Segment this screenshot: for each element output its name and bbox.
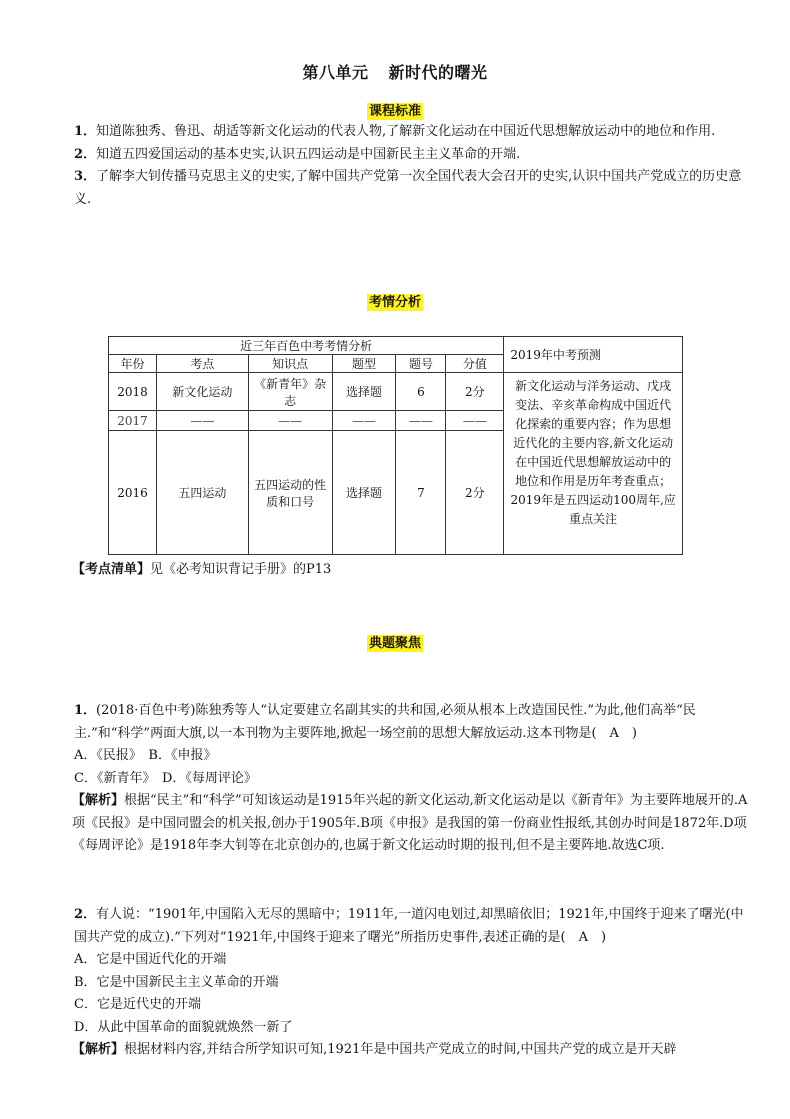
col-header: 题型 [332, 355, 396, 373]
prediction-text: 新文化运动与洋务运动、戊戌变法、辛亥革命构成中国近代化探索的重要内容；作为思想近代化的主要内容,新文化运动在中国近代思想解放运动中的地位和作用是历年考查重点；2019年是五四运动100周年,应重点关注 [504, 373, 683, 555]
examples-heading: 典题聚焦 [368, 636, 421, 651]
col-header: 年份 [109, 355, 157, 373]
curriculum-list [50, 121, 745, 211]
curriculum-item: 1．知道陈独秀、鲁迅、胡适等新文化运动的代表人物,了解新文化运动在中国近代思想解放运动中的地位和作用. [74, 124, 716, 139]
col-header: 知识点 [248, 355, 332, 373]
checklist-note: 【考点清单】见《必考知识背记手册》的P13 [72, 562, 332, 577]
question-option: B．它是中国新民主主义革命的开端 [74, 974, 279, 990]
question-option: A．它是中国近代化的开端 [74, 952, 227, 967]
prediction-header: 2019年中考预测 [504, 337, 683, 373]
question-analysis: 【解析】根据“民主”和“科学”可知该运动是1915年兴起的新文化运动,新文化运动是以《新青年》为主要阵地展开的.A项《民报》是中国同盟会的机关报,创办于1905年.B项《申报》是我国的第一份商业性报纸,其创办时间是1872年.D项《每周评论》是1918年李大钊等在北京创办的,也属于新文化运动时期的报刊,但不是主要阵地.故选C项. [72, 793, 748, 853]
question-1 [50, 700, 750, 858]
curriculum-heading: 课程标准 [368, 104, 421, 119]
question-options: A．《民报》 B．《申报》 [74, 748, 217, 763]
question-2 [50, 904, 750, 1062]
table-row: 2018 新文化运动 《新青年》杂志 选择题 6 2分 新文化运动与洋务运动、戊戌变法、辛亥革命构成中国近代化探索的重要内容；作为思想近代化的主要内容,新文化运动在中国近代思想解放运动中的地位和作用是历年考查重点；2019年是五四运动100周年,应重点关注 [109, 373, 683, 411]
table-group-header: 近三年百色中考考情分析 [109, 337, 504, 355]
page-title [0, 60, 790, 83]
title-unit: 第八单元 [302, 63, 369, 82]
question-stem: 1．(2018·百色中考)陈独秀等人“认定要建立名副其实的共和国,必须从根本上改造国民性.”为此,他们高举“民主.”和“科学”两面大旗,以一本刊物为主要阵地,掀起一场空前的思想大解放运动.这本刊物是( A ) [74, 703, 696, 741]
question-analysis: 【解析】根据材料内容,并结合所学知识可知,1921年是中国共产党成立的时间,中国共产党的成立是开天辟 [72, 1042, 677, 1057]
question-option: D．从此中国革命的面貌就焕然一新了 [74, 1019, 293, 1035]
table-row: 2016 五四运动 五四运动的性质和口号 选择题 7 2分 [109, 431, 683, 555]
curriculum-item: 3．了解李大钊传播马克思主义的史实,了解中国共产党第一次全国代表大会召开的史实,认识中国共产党成立的历史意义. [74, 169, 742, 207]
analysis-heading: 考情分析 [368, 295, 421, 310]
col-header: 考点 [156, 355, 248, 373]
curriculum-item: 2．知道五四爱国运动的基本史实,认识五四运动是中国新民主主义革命的开端. [74, 146, 521, 162]
question-stem: 2．有人说：“1901年,中国陷入无尽的黑暗中；1911年,一道闪电划过,却黑暗依旧；1921年,中国终于迎来了曙光(中国共产党的成立).”下列对“1921年,中国终于迎来了曙光”所指历史事件,表述正确的是( A ) [74, 907, 744, 945]
col-header: 题号 [396, 355, 446, 373]
col-header: 分值 [446, 355, 504, 373]
exam-analysis-table [108, 336, 683, 555]
question-options: C．《新青年》 D．《每周评论》 [74, 770, 257, 786]
title-name: 新时代的曙光 [388, 63, 488, 82]
table-row: 2017 —— —— —— —— —— [109, 411, 683, 431]
question-option: C．它是近代史的开端 [74, 997, 201, 1012]
